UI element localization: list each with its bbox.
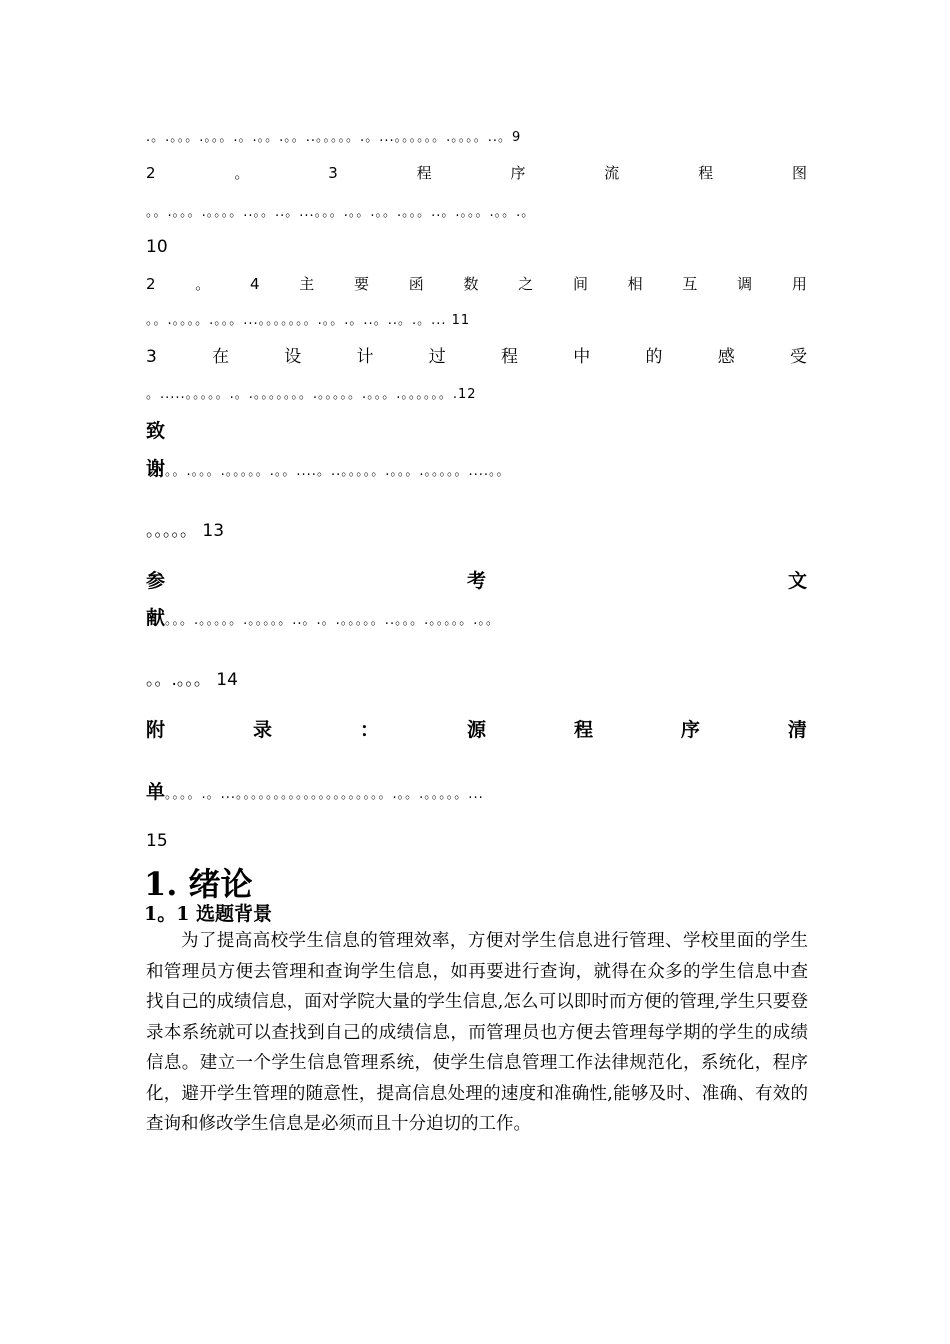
paragraph: 为了提高高校学生信息的管理效率，方便对学生信息进行管理、学校里面的学生和管理员方便去管理和查询学生信息，如再要进行查询，就得在众多的学生信息中查找自己的成绩信息，面对学院大量的学生信息,怎么可以即时而方便的管理,学生只要登录本系统就可以查找到自己的成绩信息，而管理员也方便去管理每学期的学生的成绩信息。建立一个学生信息管理系统，使学生信息管理工作法律规范化，系统化，程序化，避开学生管理的随意性，提高信息处理的速度和准确性,能够及时、准确、有效的查询和修改学生信息是必须而且十分迫切的工作。 bbox=[146, 931, 808, 1134]
chapter-heading: 1. 绪论 bbox=[144, 865, 253, 903]
toc-char: 程 bbox=[573, 719, 593, 741]
toc-char: 主 bbox=[299, 275, 315, 293]
toc-char: 4 bbox=[250, 275, 260, 293]
toc-char: 互 bbox=[682, 275, 698, 293]
toc-char: 函 bbox=[408, 275, 424, 293]
toc-heading-char: 单 bbox=[146, 781, 166, 803]
toc-leader-line: .。.。。。.。。。.。.。。.。。..。。。。。.。...。。。。。。.。。。。..。9 bbox=[146, 130, 522, 145]
toc-char: 中 bbox=[573, 347, 591, 367]
toc-entry-acknowledgement: 致 bbox=[146, 420, 166, 442]
toc-char: 数 bbox=[463, 275, 479, 293]
toc-heading-char: 谢 bbox=[146, 458, 166, 480]
section-heading: 1。1 选题背景 bbox=[144, 903, 273, 925]
body-text bbox=[146, 926, 808, 1140]
toc-entry-references bbox=[146, 570, 807, 592]
toc-char: 程 bbox=[698, 164, 714, 182]
toc-entry-design-reflection bbox=[146, 346, 807, 368]
toc-char: 程 bbox=[416, 164, 432, 182]
toc-char: 感 bbox=[717, 347, 735, 367]
toc-entry-appendix bbox=[146, 719, 807, 741]
toc-leader: 。。.。。。.。。。。。.。。....。..。。。。。.。。。.。。。。。....。。 bbox=[165, 464, 511, 479]
toc-leader-line: 。。.。。。。.。。。...。。。。。。。.。。.。..。..。.。... 11 bbox=[146, 313, 471, 328]
toc-char: 参 bbox=[146, 570, 166, 592]
toc-char: 文 bbox=[787, 570, 807, 592]
toc-entry-main-functions bbox=[146, 273, 807, 295]
toc-char: 要 bbox=[354, 275, 370, 293]
toc-char: 在 bbox=[212, 347, 230, 367]
toc-char: 考 bbox=[466, 570, 486, 592]
toc-entry-acknowledgement-cont bbox=[146, 458, 807, 483]
toc-char: 的 bbox=[645, 347, 663, 367]
toc-char: 3 bbox=[328, 164, 338, 182]
toc-char: 相 bbox=[627, 275, 643, 293]
toc-char: 之 bbox=[518, 275, 534, 293]
toc-entry-program-flowchart bbox=[146, 162, 807, 184]
toc-leader-line: 。.....。。。。。.。.。。。。。。。.。。。。。.。。。.。。。。。。.12 bbox=[146, 387, 477, 402]
toc-heading-char: 献 bbox=[146, 607, 166, 629]
toc-leader: 。。。.。。。。。.。。。。。..。.。.。。。。。..。。。.。。。。。.。。 bbox=[165, 613, 500, 628]
toc-char: 程 bbox=[501, 347, 518, 367]
toc-entry-appendix-cont bbox=[146, 781, 807, 806]
toc-char: 序 bbox=[510, 164, 526, 182]
toc-char: 受 bbox=[789, 347, 807, 367]
toc-char: 设 bbox=[284, 347, 302, 367]
toc-page-number: 10 bbox=[146, 237, 168, 257]
toc-char: 用 bbox=[791, 275, 807, 293]
toc-char: 图 bbox=[791, 164, 807, 182]
toc-char: 过 bbox=[428, 347, 446, 367]
toc-char: 2 bbox=[146, 164, 156, 182]
toc-leader-line: 。。.。。。.。。。。..。。..。...。。。.。。.。。.。。。..。.。。。.。。.。 bbox=[146, 205, 536, 220]
toc-entry-references-cont bbox=[146, 607, 807, 632]
toc-char: 录 bbox=[252, 719, 272, 741]
toc-char: 清 bbox=[787, 719, 807, 741]
toc-char: 3 bbox=[146, 347, 157, 367]
toc-page-number: 。。。。。 13 bbox=[146, 521, 225, 541]
toc-page-number: 。。.。。。 14 bbox=[146, 670, 238, 690]
toc-char: 2 bbox=[146, 275, 156, 293]
toc-char: 计 bbox=[356, 347, 374, 367]
toc-char: 调 bbox=[737, 275, 753, 293]
toc-char: ： bbox=[359, 719, 379, 741]
toc-char: 源 bbox=[466, 719, 486, 741]
toc-char: 。 bbox=[234, 164, 250, 182]
toc-char: 间 bbox=[572, 275, 588, 293]
toc-page-number: 15 bbox=[146, 831, 168, 851]
toc-char: 流 bbox=[604, 164, 620, 182]
toc-char: 附 bbox=[146, 719, 166, 741]
toc-char: 序 bbox=[680, 719, 700, 741]
toc-leader: 。。。。.。...。。。。。。。。。。。。。。。。。。。。.。。.。。。。。... bbox=[165, 787, 484, 802]
toc-char: 。 bbox=[195, 275, 211, 293]
